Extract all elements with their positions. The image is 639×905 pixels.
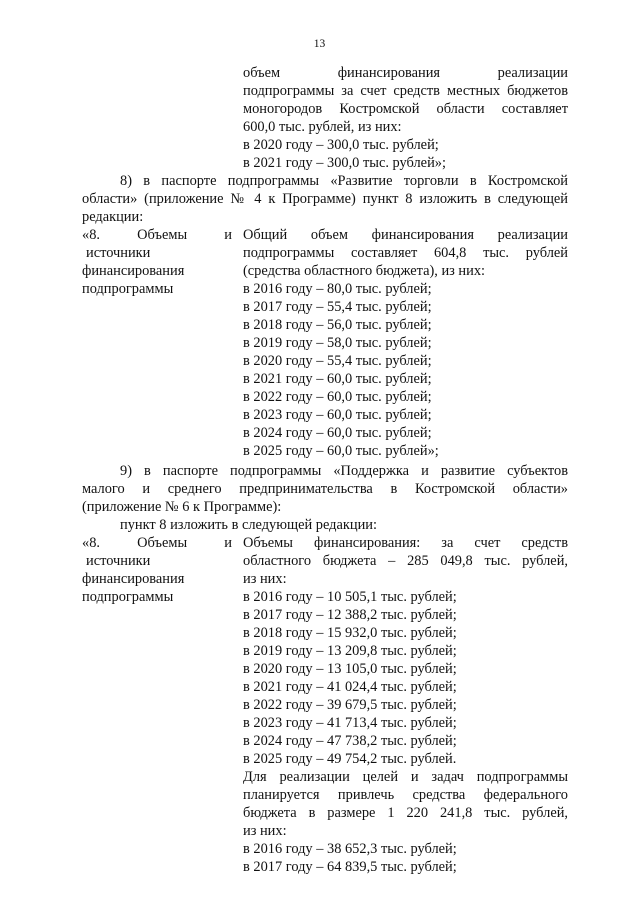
- text-line: планируется привлечь средства федерального: [243, 787, 568, 803]
- text-line: областного бюджета – 285 049,8 тыс. рублей,: [243, 553, 568, 569]
- text-line: в 2024 году – 47 738,2 тыс. рублей;: [243, 733, 457, 749]
- text-line: в 2022 году – 39 679,5 тыс. рублей;: [243, 697, 457, 713]
- text-line: подпрограммы: [82, 589, 174, 605]
- text-line: в 2017 году – 55,4 тыс. рублей;: [243, 299, 432, 315]
- text-line: в 2025 году – 60,0 тыс. рублей»;: [243, 443, 439, 459]
- text-line: в 2020 году – 300,0 тыс. рублей;: [243, 137, 439, 153]
- section-8b-label: [82, 534, 232, 606]
- text-line: 600,0 тыс. рублей, из них:: [243, 119, 402, 135]
- page-number: 13: [313, 38, 326, 50]
- text-line: в 2023 году – 60,0 тыс. рублей;: [243, 407, 432, 423]
- text-line: в 2021 году – 60,0 тыс. рублей;: [243, 371, 432, 387]
- text-line: в 2019 году – 58,0 тыс. рублей;: [243, 335, 432, 351]
- text-line: моногородов Костромской области составляет: [243, 101, 568, 117]
- text-line: области» (приложение № 4 к Программе) пункт 8 изложить в следующей: [82, 191, 568, 207]
- text-line: в 2018 году – 15 932,0 тыс. рублей;: [243, 625, 457, 641]
- text-line: финансирования: [82, 571, 185, 587]
- text-line: пункт 8 изложить в следующей редакции:: [120, 517, 377, 533]
- text-line: в 2020 году – 13 105,0 тыс. рублей;: [243, 661, 457, 677]
- text-line: в 2021 году – 41 024,4 тыс. рублей;: [243, 679, 457, 695]
- text-line: из них:: [243, 571, 287, 587]
- text-line: источники: [86, 553, 151, 569]
- text-line: малого и среднего предпринимательства в Костромской области»: [82, 481, 568, 497]
- section-8b-content: [243, 534, 568, 876]
- text-line: 8) в паспорте подпрограммы «Развитие торговли в Костромской: [120, 173, 568, 189]
- text-line: бюджета в размере 1 220 241,8 тыс. рублей,: [243, 805, 568, 821]
- text-line: «8. Объемы и: [82, 535, 232, 551]
- text-line: подпрограммы: [82, 281, 174, 297]
- text-line: в 2016 году – 80,0 тыс. рублей;: [243, 281, 432, 297]
- text-line: подпрограммы составляет 604,8 тыс. рублей: [243, 245, 568, 261]
- text-line: (приложение № 6 к Программе):: [82, 499, 282, 515]
- text-line: в 2022 году – 60,0 тыс. рублей;: [243, 389, 432, 405]
- paragraph-9: [82, 462, 568, 534]
- text-line: в 2024 году – 60,0 тыс. рублей;: [243, 425, 432, 441]
- text-line: в 2025 году – 49 754,2 тыс. рублей.: [243, 751, 457, 767]
- text-line: «8. Объемы и: [82, 227, 232, 243]
- text-line: в 2017 году – 12 388,2 тыс. рублей;: [243, 607, 457, 623]
- text-line: Общий объем финансирования реализации: [243, 227, 568, 243]
- text-line: финансирования: [82, 263, 185, 279]
- text-line: объем финансирования реализации: [243, 65, 568, 81]
- text-line: в 2016 году – 38 652,3 тыс. рублей;: [243, 841, 457, 857]
- text-line: 9) в паспорте подпрограммы «Поддержка и развитие субъектов: [120, 463, 568, 479]
- text-line: в 2016 году – 10 505,1 тыс. рублей;: [243, 589, 457, 605]
- section-8a-label: [82, 226, 232, 298]
- text-line: в 2023 году – 41 713,4 тыс. рублей;: [243, 715, 457, 731]
- text-line: в 2020 году – 55,4 тыс. рублей;: [243, 353, 432, 369]
- text-line: (средства областного бюджета), из них:: [243, 263, 486, 279]
- top-block: [243, 64, 568, 172]
- text-line: в 2021 году – 300,0 тыс. рублей»;: [243, 155, 446, 171]
- text-line: из них:: [243, 823, 287, 839]
- text-line: подпрограммы за счет средств местных бюджетов: [243, 83, 568, 99]
- paragraph-8: [82, 172, 568, 226]
- text-line: в 2018 году – 56,0 тыс. рублей;: [243, 317, 432, 333]
- text-line: Объемы финансирования: за счет средств: [243, 535, 568, 551]
- text-line: в 2019 году – 13 209,8 тыс. рублей;: [243, 643, 457, 659]
- text-line: Для реализации целей и задач подпрограммы: [243, 769, 568, 785]
- text-line: редакции:: [82, 209, 144, 225]
- text-line: источники: [86, 245, 151, 261]
- section-8a-content: [243, 226, 568, 460]
- text-line: в 2017 году – 64 839,5 тыс. рублей;: [243, 859, 457, 875]
